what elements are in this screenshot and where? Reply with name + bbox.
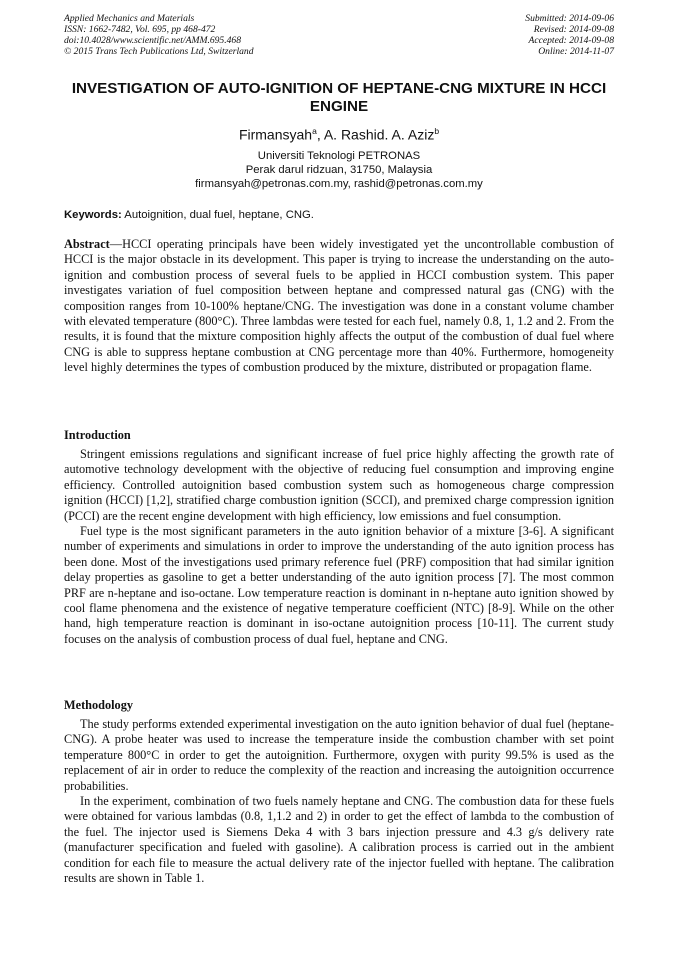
methodology-paragraph-2: In the experiment, combination of two fuels namely heptane and CNG. The combustion data for these fuels were obtained for various lambdas (0.8, 1,1.2 and 2) in order to get the effect of lambda to the combustion of the fuel. The injector used is Siemens Deka 4 with 3 bars injection pressure and 4.3 g/s delivery rate (manufacturer specification and fueled with gasoline). A calibration process is carried out in the ambient condition for each file to measure the actual delivery rate of the injector fuelled with heptane. The calibration results are shown in Table 1. [64, 794, 614, 886]
keywords-label: Keywords: [64, 209, 122, 221]
journal-issn: ISSN: 1662-7482, Vol. 695, pp 468-472 [64, 24, 216, 35]
journal-name: Applied Mechanics and Materials [64, 13, 195, 24]
affiliation [64, 149, 614, 192]
author-list [64, 122, 614, 144]
methodology-paragraph-1: The study performs extended experimental investigation on the auto ignition behavior of dual fuel (heptane-CNG). A probe heater was used to increase the temperature inside the combustion chamber with set point temperature 800°C in order to get the autoignition. Furthermore, oxygen with purity 99.5% is used as the replacement of air in order to reduce the complexity of the reaction and increasing the autoignition occurrence probabilities. [64, 717, 614, 793]
paper-title: INVESTIGATION OF AUTO-IGNITION OF HEPTANE-CNG MIXTURE IN HCCI ENGINE [71, 80, 607, 115]
journal-copyright: © 2015 Trans Tech Publications Ltd, Switzerland [64, 46, 254, 57]
affiliation-university: Universiti Teknologi PETRONAS [257, 150, 421, 162]
keywords [64, 208, 614, 222]
abstract [64, 237, 614, 376]
keywords-text: Autoignition, dual fuel, heptane, CNG. [121, 209, 314, 221]
introduction-paragraph-2: Fuel type is the most significant parameters in the auto ignition behavior of a mixture [3-6]. A significant number of experiments and simulations in order to improve the understanding of the auto ignition process has been done. Most of the investigations used primary reference fuel (PRF) composition that had similar ignition delay properties as gasoline to get a better understanding of the auto ignition process [7]. The most common PRF are n-heptane and iso-octane. Low temperature reaction is dominant in n-heptane auto ignition showed by cool flame phenomena and the existence of negative temperature coefficient (NTC) [8-9]. While on the other hand, high temperature reaction is dominant in iso-octane autoignition process [10-11]. The current study focuses on the analysis of combustion process of dual fuel, heptane and CNG. [64, 524, 614, 646]
introduction-heading: Introduction [64, 428, 131, 442]
date-online: Online: 2014-11-07 [538, 46, 614, 57]
journal-info [64, 13, 254, 57]
affiliation-emails: firmansyah@petronas.com.my, rashid@petronas.com.my [195, 178, 483, 191]
methodology-body [64, 717, 614, 886]
date-revised: Revised: 2014-09-08 [533, 24, 614, 35]
submission-dates [525, 13, 614, 57]
author-sup-b: b [434, 126, 440, 136]
author-aziz: A. Rashid. A. Aziz [323, 126, 435, 143]
journal-doi: doi:10.4028/www.scientific.net/AMM.695.468 [64, 35, 242, 46]
introduction-paragraph-1: Stringent emissions regulations and significant increase of fuel price highly affecting the growth rate of automotive technology development with the objective of reducing fuel consumption and improving engine efficiency. Controlled autoignition based combustion system such as homogeneous charge compression ignition (HCCI) [1,2], stratified charge combustion ignition (SCCI), and premixed charge compression ignition (PCCI) are the recent engine development with high efficiency, low emissions and fuel consumption. [64, 447, 614, 523]
author-separator: , [316, 126, 324, 143]
author-sup-a: a [312, 126, 317, 136]
abstract-label: Abstract [64, 237, 110, 251]
abstract-paragraph [64, 237, 614, 376]
methodology-heading: Methodology [64, 698, 133, 712]
abstract-text: —HCCI operating principals have been widely investigated yet the uncontrollable combustion of HCCI is the major obstacle in its development. This paper is trying to increase the understanding on the auto-ignition and combustion process of several fuels to be applied in HCCI combustion system. This paper investigates variation of fuel composition between heptane and compressed natural gas (CNG) with the composition ranges from 10-100% heptane/CNG. The investigation was done in a constant volume chamber with elevated temperature (800°C). Three lambdas were tested for each fuel, namely 0.8, 1, 1.2 and 2. From the results, it is found that the mixture composition highly affects the output of the combustion of dual fuel where CNG is able to suppress heptane combustion at CNG percentage more than 40%. Furthermore, homogeneity level highly determines the types of combustion produced by the mixture, distributed or propagation flame. [64, 237, 614, 375]
date-accepted: Accepted: 2014-09-08 [528, 35, 614, 46]
author-firmansyah: Firmansyah [238, 126, 313, 143]
introduction-body [64, 447, 614, 647]
date-submitted: Submitted: 2014-09-06 [525, 13, 614, 24]
affiliation-address: Perak darul ridzuan, 31750, Malaysia [245, 164, 433, 177]
